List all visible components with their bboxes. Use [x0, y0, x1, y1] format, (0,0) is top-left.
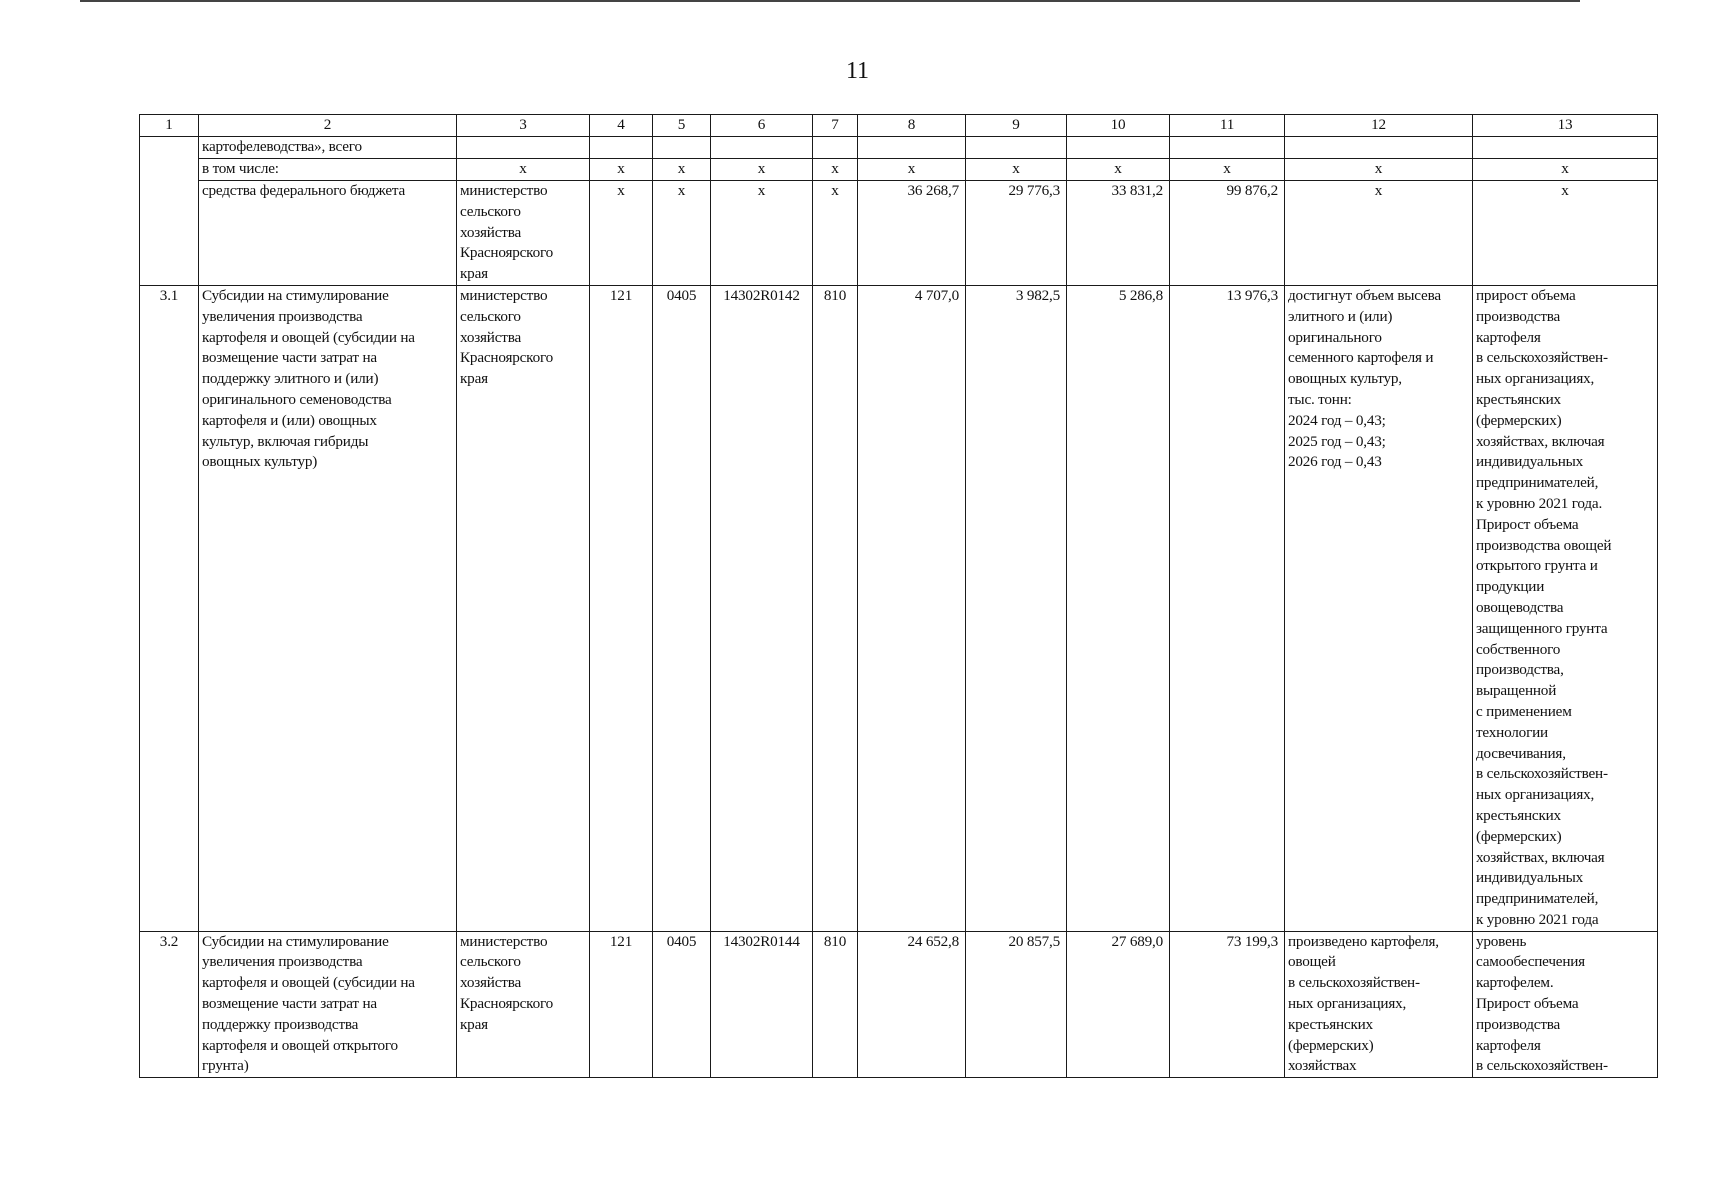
cell-x: x	[966, 159, 1067, 181]
section-code-cell: 0405	[653, 285, 711, 931]
cell-x: x	[813, 181, 858, 286]
empty-cell	[813, 137, 858, 159]
cell-x: x	[590, 159, 653, 181]
row-number-cell	[140, 137, 199, 286]
indicator-impact-cell: уровень самообеспечения картофелем. Прирост объема производства картофеля в сельскохозяйствен-	[1473, 931, 1658, 1078]
empty-cell	[1170, 137, 1285, 159]
cell-x: x	[858, 159, 966, 181]
empty-cell	[966, 137, 1067, 159]
item-name-cell: в том числе:	[199, 159, 457, 181]
empty-cell	[1473, 137, 1658, 159]
amount-total-cell: 73 199,3	[1170, 931, 1285, 1078]
expected-result-cell: достигнут объем высева элитного и (или) оригинального семенного картофеля и овощных культур, тыс. тонн: 2024 год – 0,43; 2025 год – 0,43; 2026 год – 0,43	[1285, 285, 1473, 931]
section-code-cell: 0405	[653, 931, 711, 1078]
executor-cell: министерство сельского хозяйства Красноярского края	[457, 931, 590, 1078]
row-number-cell: 3.2	[140, 931, 199, 1078]
amount-2025-cell: 3 982,5	[966, 285, 1067, 931]
empty-cell	[711, 137, 813, 159]
amount-total-cell: 99 876,2	[1170, 181, 1285, 286]
item-name-cell: картофелеводства», всего	[199, 137, 457, 159]
grbs-code-cell: 121	[590, 285, 653, 931]
table-row	[140, 159, 1658, 181]
column-header: 9	[966, 115, 1067, 137]
grbs-code-cell: 121	[590, 931, 653, 1078]
cell-x: x	[711, 159, 813, 181]
target-article-cell: 14302R0142	[711, 285, 813, 931]
amount-2026-cell: 27 689,0	[1067, 931, 1170, 1078]
empty-cell	[1285, 137, 1473, 159]
column-header: 6	[711, 115, 813, 137]
cell-x: x	[813, 159, 858, 181]
column-number-header-row	[140, 115, 1658, 137]
cell-x: x	[1285, 159, 1473, 181]
column-header: 5	[653, 115, 711, 137]
cell-x: x	[590, 181, 653, 286]
page-number: 11	[845, 58, 870, 84]
executor-cell: министерство сельского хозяйства Красноярского края	[457, 285, 590, 931]
cell-x: x	[653, 159, 711, 181]
cell-x: x	[1067, 159, 1170, 181]
scan-border-line	[80, 0, 1580, 2]
column-header: 3	[457, 115, 590, 137]
indicator-impact-cell: прирост объема производства картофеля в сельскохозяйствен- ных организациях, крестьянских (фермерских) хозяйствах, включая индивидуальных предпринимателей, к уровню 2021 года. Прирост объема производства овощей открытого грунта и продукции овощеводства защищенного грунта собственного производства, выращенной с применением технологии досвечивания, в сельскохозяйствен- ных организациях, крестьянских (фермерских) хозяйствах, включая индивидуальных предпринимателей, к уровню 2021 года	[1473, 285, 1658, 931]
column-header: 2	[199, 115, 457, 137]
executor-cell: министерство сельского хозяйства Красноярского края	[457, 181, 590, 286]
empty-cell	[1067, 137, 1170, 159]
cell-x: x	[711, 181, 813, 286]
column-header: 7	[813, 115, 858, 137]
column-header: 12	[1285, 115, 1473, 137]
item-name-cell: Субсидии на стимулирование увеличения производства картофеля и овощей (субсидии на возмещение части затрат на поддержку производства картофеля и овощей открытого грунта)	[199, 931, 457, 1078]
expense-type-cell: 810	[813, 285, 858, 931]
cell-x: x	[1170, 159, 1285, 181]
column-header: 13	[1473, 115, 1658, 137]
amount-total-cell: 13 976,3	[1170, 285, 1285, 931]
column-header: 11	[1170, 115, 1285, 137]
column-header: 8	[858, 115, 966, 137]
target-article-cell: 14302R0144	[711, 931, 813, 1078]
empty-cell	[653, 137, 711, 159]
item-name-cell: средства федерального бюджета	[199, 181, 457, 286]
empty-cell	[590, 137, 653, 159]
expected-result-cell: произведено картофеля, овощей в сельскохозяйствен- ных организациях, крестьянских (фермерских) хозяйствах	[1285, 931, 1473, 1078]
row-number-cell: 3.1	[140, 285, 199, 931]
budget-table	[139, 114, 1658, 1078]
cell-x: x	[1285, 181, 1473, 286]
table-row	[140, 181, 1658, 286]
empty-cell	[457, 137, 590, 159]
amount-2025-cell: 29 776,3	[966, 181, 1067, 286]
column-header: 4	[590, 115, 653, 137]
column-header: 10	[1067, 115, 1170, 137]
cell-x: x	[1473, 181, 1658, 286]
empty-cell	[858, 137, 966, 159]
table-row	[140, 137, 1658, 159]
cell-x: x	[457, 159, 590, 181]
amount-2026-cell: 33 831,2	[1067, 181, 1170, 286]
amount-2024-cell: 4 707,0	[858, 285, 966, 931]
item-name-cell: Субсидии на стимулирование увеличения производства картофеля и овощей (субсидии на возмещение части затрат на поддержку элитного и (или) оригинального семеноводства картофеля и (или) овощных культур, включая гибриды овощных культур)	[199, 285, 457, 931]
amount-2025-cell: 20 857,5	[966, 931, 1067, 1078]
table-row	[140, 931, 1658, 1078]
column-header: 1	[140, 115, 199, 137]
amount-2024-cell: 24 652,8	[858, 931, 966, 1078]
table-row	[140, 285, 1658, 931]
amount-2026-cell: 5 286,8	[1067, 285, 1170, 931]
expense-type-cell: 810	[813, 931, 858, 1078]
cell-x: x	[1473, 159, 1658, 181]
cell-x: x	[653, 181, 711, 286]
amount-2024-cell: 36 268,7	[858, 181, 966, 286]
